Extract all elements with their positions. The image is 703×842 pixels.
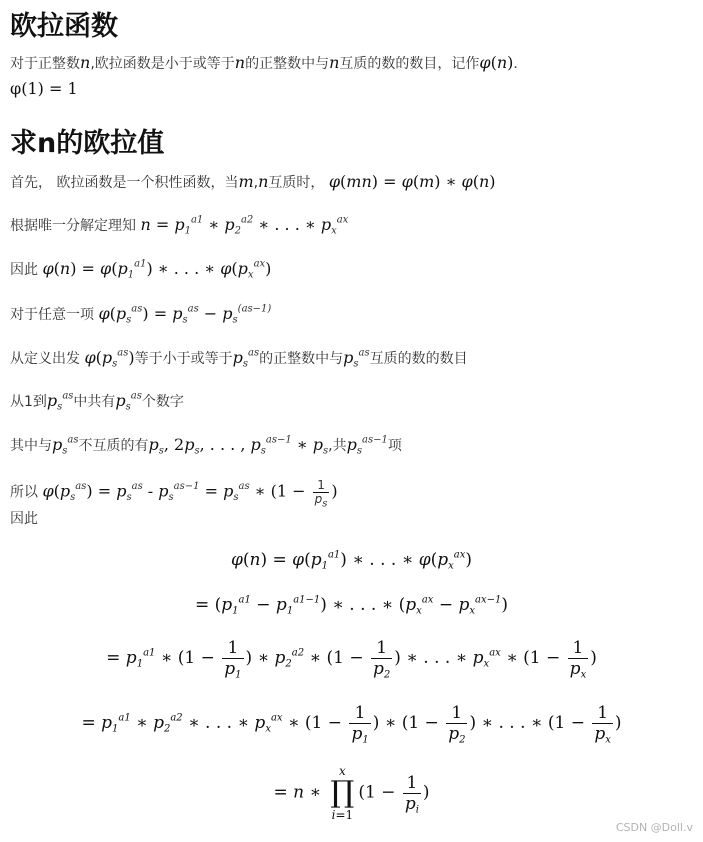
equation-row-1: $\varphi(n) = \varphi(p_1^{a1})$ ∗ . . . ∗ $\varphi(p_x^{ax})$ (230, 549, 473, 572)
non-coprime-line: 其中与$p_s^{as}$不互质的有$p_s$, $2p_s$, . . . , $p_s^{as-1}$ ∗ $p_s$,共$p_s^{as-1}$项 (10, 434, 402, 457)
multiplicative-line: 首先， 欧拉函数是一个积性函数，当m,n互质时， φ(mn) = φ(m) ∗ φ(n) (10, 172, 496, 191)
factorization-line: 根据唯一分解定理知 $n = p_1^{a1}$ ∗ $p_2^{a2}$ ∗ . . . ∗ $p_x^{ax}$ (10, 214, 349, 237)
equation-row-2: = $(p_1^{a1} - p_1^{a1-1})$ ∗ . . . ∗ $(p_x^{ax} - p_x^{ax-1})$ (194, 594, 508, 617)
hence-label: 因此 (10, 511, 38, 527)
count-line: 从1到$p_s^{as}$中共有$p_s^{as}$个数字 (10, 390, 184, 413)
section-title: 求n的欧拉值 (10, 128, 165, 159)
phi-one: φ(1) = 1 (10, 79, 78, 98)
watermark: CSDN @Doll.v (615, 821, 693, 834)
equation-row-5: = n ∗ x ∏ i=1(1 − $\frac{1}{p_i}$ ) (273, 764, 430, 822)
single-term-line: 对于任意一项 $\varphi(p_s^{as}) = p_s^{as} - p_s^{(as-1)}$ (10, 303, 272, 326)
definition-paragraph: 对于正整数n,欧拉函数是小于或等于n的正整数中与n互质的数的数目，记作φ(n). (10, 53, 518, 72)
equation-row-4: = $p_1^{a1}$ ∗ $p_2^{a2}$ ∗ . . . ∗ $p_x^{ax}$ ∗ (1 − $\frac{1}{p_1}$ ) ∗ (1 − $\frac{1}{p_2}$ ) ∗ . . . ∗ (1 − $\frac{1}{p_x}$ ) (81, 703, 622, 746)
equation-row-3: = $p_1^{a1}$ ∗ (1 − $\frac{1}{p_1}$ ) ∗ $p_2^{a2}$ ∗ (1 − $\frac{1}{p_2}$ ) ∗ . . . ∗ $p_x^{ax}$ ∗ (1 − $\frac{1}{p_x}$ ) (106, 638, 597, 681)
page-title: 欧拉函数 (10, 11, 118, 42)
product-line: 因此 $\varphi(n) = \varphi(p_1^{a1})$ ∗ . . . ∗ $\varphi(p_x^{ax})$ (10, 258, 272, 281)
therefore-line: 所以 $\varphi(p_s^{as}) = p_s^{as} - p_s^{as-1} = p_s^{as}$ ∗ (1 − $\frac{1}{p_s}$ ) (10, 478, 338, 510)
definition-line: 从定义出发 $\varphi(p_s^{as})$等于小于或等于$p_s^{as}$的正整数中与$p_s^{as}$互质的数的数目 (10, 347, 468, 370)
